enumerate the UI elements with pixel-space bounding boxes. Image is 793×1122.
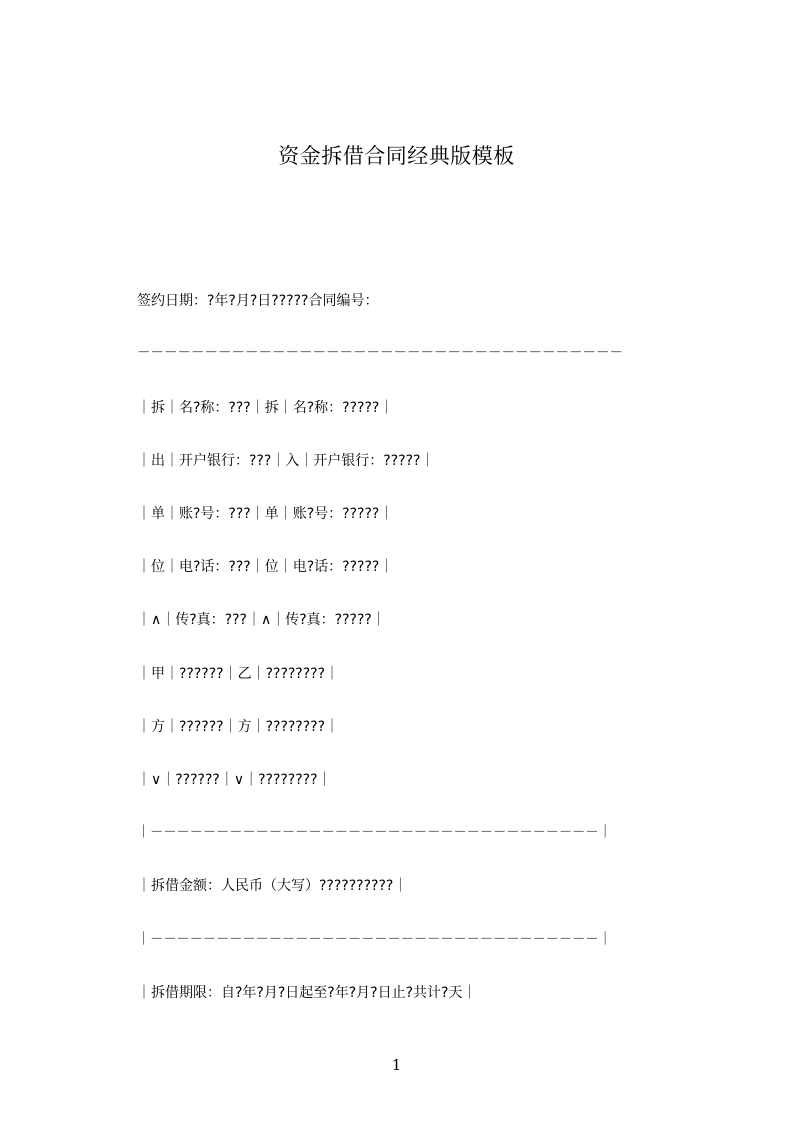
- loan-period-line: ｜拆借期限：自?年?月?日起至?年?月?日止?共计?天｜: [137, 985, 477, 1001]
- party-name-row: ｜拆｜名?称：???｜拆｜名?称：?????｜: [137, 400, 394, 416]
- party-blank-row-2: ｜方｜??????｜方｜????????｜: [137, 719, 340, 735]
- signing-date-line: 签约日期：?年?月?日?????合同编号：: [137, 293, 379, 309]
- party-blank-row-1: ｜甲｜??????｜乙｜????????｜: [137, 666, 340, 682]
- party-fax-row: ｜∧｜传?真：???｜∧｜传?真：?????｜: [137, 612, 386, 628]
- page-number: 1: [391, 1056, 402, 1074]
- table-separator-line: ｜－－－－－－－－－－－－－－－－－－－－－－－－－－－－－－－－－－｜: [137, 932, 612, 947]
- table-separator-line: ｜－－－－－－－－－－－－－－－－－－－－－－－－－－－－－－－－－－｜: [137, 825, 612, 840]
- loan-amount-line: ｜拆借金额：人民币（大写）??????????｜: [137, 878, 408, 894]
- party-account-row: ｜单｜账?号：???｜单｜账?号：?????｜: [137, 506, 394, 522]
- party-phone-row: ｜位｜电?话：???｜位｜电?话：?????｜: [137, 559, 394, 575]
- document-title: 资金拆借合同经典版模板: [278, 144, 515, 168]
- party-blank-row-3: ｜∨｜??????｜∨｜????????｜: [137, 772, 332, 788]
- separator-line: －－－－－－－－－－－－－－－－－－－－－－－－－－－－－－－－－－－－: [137, 345, 623, 361]
- party-bank-row: ｜出｜开户银行：???｜入｜开户银行：?????｜: [137, 453, 435, 469]
